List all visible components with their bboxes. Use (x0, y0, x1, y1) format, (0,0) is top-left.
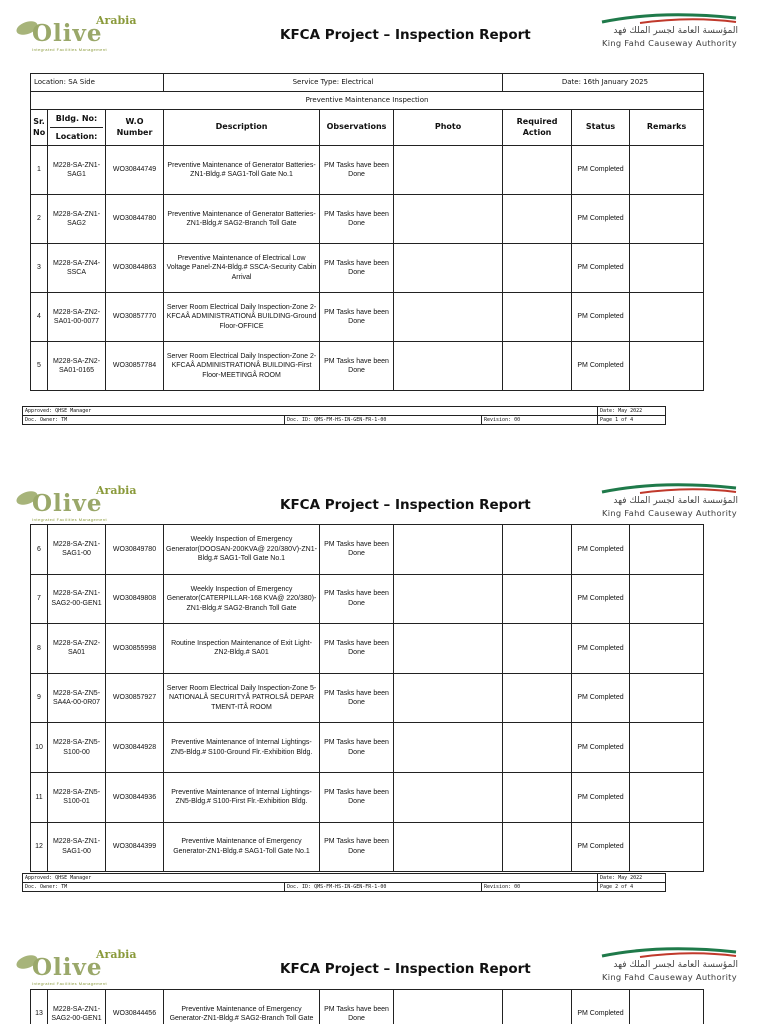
footer-doc-id: Doc. ID: QMS-FM-HS-IN-GEN-FR-1-00 (285, 883, 482, 892)
olive-logo-word: Olive (32, 20, 103, 47)
cell-status: PM Completed (572, 525, 630, 575)
cell-sr: 13 (31, 990, 48, 1024)
cell-sr: 12 (31, 822, 48, 872)
olive-logo-tag: Integrated Facilities Management (32, 47, 108, 52)
report-title: KFCA Project – Inspection Report (280, 27, 531, 43)
cell-photo (394, 195, 503, 244)
cell-location: M228-SA-ZN1-SAG2-00-GEN1 (48, 574, 106, 624)
cell-sr: 9 (31, 673, 48, 723)
col-header-description: Description (164, 110, 320, 146)
cell-description: Preventive Maintenance of Emergency Generator-ZN1-Bldg.# SAG2-Branch Toll Gate (164, 990, 320, 1024)
cell-photo (394, 673, 503, 723)
cell-status: PM Completed (572, 574, 630, 624)
col-header-bldg-location (48, 110, 106, 146)
cell-photo (394, 624, 503, 674)
cell-status: PM Completed (572, 990, 630, 1024)
inspection-table (30, 989, 704, 1024)
cell-location: M228-SA-ZN2-SA01-0165 (48, 342, 106, 391)
footer-doc-id: Doc. ID: QMS-FM-HS-IN-GEN-FR-1-00 (285, 416, 482, 425)
kfca-swoosh-icon (600, 482, 740, 496)
cell-observations: PM Tasks have been Done (320, 624, 394, 674)
cell-sr: 2 (31, 195, 48, 244)
table-row (31, 723, 704, 773)
cell-sr: 8 (31, 624, 48, 674)
cell-wo-number: WO30844749 (106, 146, 164, 195)
cell-required-action (503, 990, 572, 1024)
cell-sr: 4 (31, 293, 48, 342)
col-header-remarks: Remarks (630, 110, 704, 146)
olive-logo-word: Olive (32, 490, 103, 517)
kfca-swoosh-icon (600, 12, 740, 26)
footer-owner: Doc. Owner: TM (23, 883, 285, 892)
table-row (31, 293, 704, 342)
cell-photo (394, 244, 503, 293)
table-row (31, 574, 704, 624)
cell-photo (394, 990, 503, 1024)
cell-status: PM Completed (572, 195, 630, 244)
cell-remarks (630, 624, 704, 674)
table-row (31, 342, 704, 391)
cell-photo (394, 293, 503, 342)
report-page-1 (0, 0, 768, 440)
olive-logo-tag: Integrated Facilities Management (32, 981, 108, 986)
cell-required-action (503, 195, 572, 244)
col-header-observations: Observations (320, 110, 394, 146)
cell-location: M228-SA-ZN4-SSCA (48, 244, 106, 293)
cell-wo-number: WO30844399 (106, 822, 164, 872)
cell-description: Server Room Electrical Daily Inspection-Zone 5- NATIONALÂ SECURITYÂ PATROLSÂ DEPAR TMENT-ITÂ ROOM (164, 673, 320, 723)
col-header-sr: Sr. No (31, 110, 48, 146)
cell-remarks (630, 723, 704, 773)
table-row (31, 673, 704, 723)
report-page-3 (0, 934, 768, 1024)
cell-sr: 10 (31, 723, 48, 773)
cell-status: PM Completed (572, 624, 630, 674)
cell-observations: PM Tasks have been Done (320, 772, 394, 822)
cell-location: M228-SA-ZN1-SAG1 (48, 146, 106, 195)
cell-required-action (503, 624, 572, 674)
footer-date: Date: May 2022 (598, 407, 666, 416)
cell-photo (394, 525, 503, 575)
cell-location: M228-SA-ZN5-S100-00 (48, 723, 106, 773)
cell-description: Preventive Maintenance of Generator Batteries-ZN1-Bldg.# SAG1-Toll Gate No.1 (164, 146, 320, 195)
page-header (0, 0, 768, 60)
cell-status: PM Completed (572, 723, 630, 773)
footer-page: Page 1 of 4 (598, 416, 666, 425)
cell-required-action (503, 244, 572, 293)
cell-description: Server Room Electrical Daily Inspection-Zone 2- KFCAÂ ADMINISTRATIONÂ BUILDING-First Floor-MEETINGÂ ROOM (164, 342, 320, 391)
cell-sr: 6 (31, 525, 48, 575)
kfca-logo (600, 12, 740, 52)
table-row (31, 195, 704, 244)
col-header-status: Status (572, 110, 630, 146)
cell-description: Server Room Electrical Daily Inspection-Zone 2- KFCAÂ ADMINISTRATIONÂ BUILDING-Ground Floor-OFFICE (164, 293, 320, 342)
olive-logo-tag: Integrated Facilities Management (32, 517, 108, 522)
cell-required-action (503, 772, 572, 822)
cell-photo (394, 772, 503, 822)
cell-status: PM Completed (572, 293, 630, 342)
cell-sr: 1 (31, 146, 48, 195)
cell-remarks (630, 146, 704, 195)
olive-logo-arabia: Arabia (96, 484, 137, 497)
col-header-required-action: Required Action (503, 110, 572, 146)
footer-approved: Approved: QHSE Manager (23, 407, 598, 416)
cell-status: PM Completed (572, 342, 630, 391)
cell-observations: PM Tasks have been Done (320, 822, 394, 872)
cell-description: Preventive Maintenance of Generator Batteries-ZN1-Bldg.# SAG2-Branch Toll Gate (164, 195, 320, 244)
table-row (31, 772, 704, 822)
cell-status: PM Completed (572, 822, 630, 872)
inspection-table (30, 524, 704, 872)
olive-logo-arabia: Arabia (96, 948, 137, 961)
cell-wo-number: WO30844863 (106, 244, 164, 293)
cell-photo (394, 822, 503, 872)
cell-observations: PM Tasks have been Done (320, 723, 394, 773)
cell-required-action (503, 525, 572, 575)
kfca-arabic-name: المؤسسة العامة لجسر الملك فهد (613, 26, 738, 36)
date-info: Date: 16th January 2025 (503, 74, 704, 92)
cell-description: Weekly Inspection of Emergency Generator(CATERPILLAR-168 KVA@ 220/380)-ZN1-Bldg.# SAG2-Branch Toll Gate (164, 574, 320, 624)
cell-remarks (630, 574, 704, 624)
cell-wo-number: WO30849808 (106, 574, 164, 624)
cell-location: M228-SA-ZN1-SAG2 (48, 195, 106, 244)
cell-observations: PM Tasks have been Done (320, 990, 394, 1024)
cell-remarks (630, 293, 704, 342)
olive-arabia-logo (14, 944, 137, 986)
cell-observations: PM Tasks have been Done (320, 146, 394, 195)
table-row (31, 525, 704, 575)
cell-sr: 5 (31, 342, 48, 391)
cell-description: Preventive Maintenance of Electrical Low Voltage Panel-ZN4-Bldg.# SSCA-Security Cabin Arrival (164, 244, 320, 293)
cell-wo-number: WO30849780 (106, 525, 164, 575)
footer-owner: Doc. Owner: TM (23, 416, 285, 425)
table-row (31, 990, 704, 1024)
kfca-logo (600, 482, 740, 522)
cell-observations: PM Tasks have been Done (320, 673, 394, 723)
cell-observations: PM Tasks have been Done (320, 525, 394, 575)
cell-observations: PM Tasks have been Done (320, 244, 394, 293)
cell-wo-number: WO30855998 (106, 624, 164, 674)
cell-photo (394, 146, 503, 195)
cell-description: Preventive Maintenance of Internal Lightings-ZN5-Bldg.# S100-Ground Flr.-Exhibition Bldg. (164, 723, 320, 773)
cell-required-action (503, 146, 572, 195)
cell-wo-number: WO30857784 (106, 342, 164, 391)
cell-observations: PM Tasks have been Done (320, 195, 394, 244)
cell-description: Preventive Maintenance of Emergency Generator-ZN1-Bldg.# SAG1-Toll Gate No.1 (164, 822, 320, 872)
cell-remarks (630, 525, 704, 575)
cell-location: M228-SA-ZN1-SAG1-00 (48, 822, 106, 872)
report-page-2 (0, 470, 768, 902)
cell-location: M228-SA-ZN2-SA01 (48, 624, 106, 674)
document-footer (22, 406, 666, 425)
cell-sr: 11 (31, 772, 48, 822)
col-header-location: Location: (55, 132, 98, 141)
cell-wo-number: WO30857770 (106, 293, 164, 342)
cell-required-action (503, 673, 572, 723)
cell-wo-number: WO30844936 (106, 772, 164, 822)
cell-observations: PM Tasks have been Done (320, 293, 394, 342)
footer-approved: Approved: QHSE Manager (23, 874, 598, 883)
cell-photo (394, 342, 503, 391)
inspection-table (30, 73, 704, 391)
olive-arabia-logo (14, 10, 137, 52)
cell-location: M228-SA-ZN1-SAG1-00 (48, 525, 106, 575)
footer-revision: Revision: 00 (482, 883, 598, 892)
cell-status: PM Completed (572, 673, 630, 723)
inspection-subtitle: Preventive Maintenance Inspection (31, 92, 704, 110)
cell-wo-number: WO30844780 (106, 195, 164, 244)
cell-required-action (503, 822, 572, 872)
cell-remarks (630, 772, 704, 822)
cell-description: Weekly Inspection of Emergency Generator(DOOSAN-200KVA@ 220/380V)-ZN1-Bldg.# SAG1-Toll Gate No.1 (164, 525, 320, 575)
cell-location: M228-SA-ZN5-SA4A-00-0R07 (48, 673, 106, 723)
col-header-wo: W.O Number (106, 110, 164, 146)
cell-required-action (503, 723, 572, 773)
footer-revision: Revision: 00 (482, 416, 598, 425)
col-header-photo: Photo (394, 110, 503, 146)
cell-wo-number: WO30857927 (106, 673, 164, 723)
location-info: Location: SA Side (31, 74, 164, 92)
footer-date: Date: May 2022 (598, 874, 666, 883)
kfca-english-name: King Fahd Causeway Authority (602, 508, 737, 518)
kfca-logo (600, 946, 740, 986)
report-title: KFCA Project – Inspection Report (280, 497, 531, 513)
cell-required-action (503, 574, 572, 624)
olive-logo-word: Olive (32, 954, 103, 981)
cell-remarks (630, 990, 704, 1024)
cell-sr: 3 (31, 244, 48, 293)
kfca-english-name: King Fahd Causeway Authority (602, 972, 737, 982)
cell-status: PM Completed (572, 244, 630, 293)
cell-remarks (630, 195, 704, 244)
kfca-arabic-name: المؤسسة العامة لجسر الملك فهد (613, 496, 738, 506)
cell-location: M228-SA-ZN1-SAG2-00-GEN1 (48, 990, 106, 1024)
table-row (31, 146, 704, 195)
report-title: KFCA Project – Inspection Report (280, 961, 531, 977)
cell-location: M228-SA-ZN2-SA01-00-0077 (48, 293, 106, 342)
footer-page: Page 2 of 4 (598, 883, 666, 892)
document-footer (22, 873, 666, 892)
cell-required-action (503, 342, 572, 391)
cell-remarks (630, 673, 704, 723)
cell-photo (394, 723, 503, 773)
table-row (31, 822, 704, 872)
olive-arabia-logo (14, 480, 137, 522)
table-row (31, 624, 704, 674)
cell-photo (394, 574, 503, 624)
olive-logo-arabia: Arabia (96, 14, 137, 27)
page-header (0, 934, 768, 994)
table-row (31, 244, 704, 293)
cell-observations: PM Tasks have been Done (320, 342, 394, 391)
kfca-arabic-name: المؤسسة العامة لجسر الملك فهد (613, 960, 738, 970)
cell-wo-number: WO30844456 (106, 990, 164, 1024)
page-header (0, 470, 768, 530)
service-type-info: Service Type: Electrical (164, 74, 503, 92)
cell-remarks (630, 244, 704, 293)
cell-status: PM Completed (572, 772, 630, 822)
kfca-english-name: King Fahd Causeway Authority (602, 38, 737, 48)
col-header-bldg: Bldg. No: (50, 110, 103, 128)
cell-wo-number: WO30844928 (106, 723, 164, 773)
cell-remarks (630, 342, 704, 391)
cell-observations: PM Tasks have been Done (320, 574, 394, 624)
cell-sr: 7 (31, 574, 48, 624)
cell-remarks (630, 822, 704, 872)
cell-description: Routine Inspection Maintenance of Exit Light-ZN2-Bldg.# SA01 (164, 624, 320, 674)
kfca-swoosh-icon (600, 946, 740, 960)
cell-location: M228-SA-ZN5-S100-01 (48, 772, 106, 822)
cell-required-action (503, 293, 572, 342)
cell-status: PM Completed (572, 146, 630, 195)
cell-description: Preventive Maintenance of Internal Lightings-ZN5-Bldg.# S100-First Flr.-Exhibition Bldg. (164, 772, 320, 822)
